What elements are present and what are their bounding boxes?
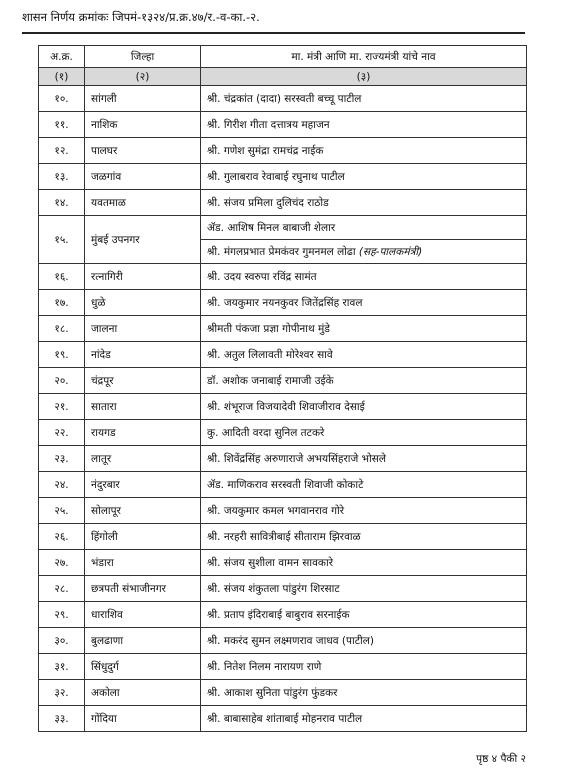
table-row [39,216,527,240]
minister-name-cell [201,654,527,680]
serial-number: १३. [39,164,85,190]
table-row [39,86,527,112]
header-minister-name: मा. मंत्री आणि मा. राज्यमंत्री यांचे नाव [201,46,527,68]
serial-number: २१. [39,394,85,420]
serial-number: २८. [39,576,85,602]
district-name: बुलढाणा [85,628,201,654]
minister-name: श्री. संजय प्रमिला दुलिचंद राठोड [207,196,329,209]
minister-name: श्री. शिवेंद्रसिंह अरुणाराजे अभयसिंहराजे भोसले [207,452,386,465]
serial-number: १९. [39,342,85,368]
minister-name-cell [201,368,527,394]
serial-number: २९. [39,602,85,628]
table-row [39,550,527,576]
header-serial: अ.क्र. [39,46,85,68]
minister-name: श्री. जयकुमार कमल भगवानराव गोरे [207,504,344,517]
district-name: नंदुरबार [85,472,201,498]
minister-name: श्री. प्रताप इंदिराबाई बाबुराव सरनाईक [207,608,350,621]
minister-name-cell [201,290,527,316]
minister-name: श्रीमती पंकजा प्रज्ञा गोपीनाथ मुंडे [207,322,330,335]
district-name: पालघर [85,138,201,164]
minister-name: श्री. गणेश सुमंद्रा रामचंद्र नाईक [207,144,324,157]
serial-number: २४. [39,472,85,498]
table-row [39,524,527,550]
minister-name: श्री. मकरंद सुमन लक्ष्मणराव जाधव (पाटील) [207,634,374,647]
district-name: चंद्रपूर [85,368,201,394]
serial-number: २०. [39,368,85,394]
column-number-row [39,68,527,86]
district-name: रायगड [85,420,201,446]
minister-name: श्री. गुलाबराव रेवाबाई रघुनाथ पाटील [207,170,345,183]
district-name: सोलापूर [85,498,201,524]
serial-number: २७. [39,550,85,576]
minister-name-cell [201,316,527,342]
minister-name-cell [201,524,527,550]
serial-number: ३३. [39,706,85,732]
minister-name: ॲड. आशिष मिनल बाबाजी शेलार [207,221,336,234]
minister-name-cell [201,550,527,576]
minister-name-cell [201,264,527,290]
district-name: रत्नागिरी [85,264,201,290]
table-row [39,316,527,342]
minister-name-cell [201,138,527,164]
minister-name: श्री. शंभूराज विजयादेवी शिवाजीराव देसाई [207,400,365,413]
minister-name: श्री. बाबासाहेब शांताबाई मोहनराव पाटील [207,712,363,725]
document-header: शासन निर्णय क्रमांकः जिपमं-१३२४/प्र.क्र.४७/र.-व-का.-२. [22,10,260,24]
minister-name-cell [201,602,527,628]
serial-number: २३. [39,446,85,472]
serial-number: १५. [39,216,85,264]
minister-name: श्री. गिरीश गीता दत्तात्रय महाजन [207,118,330,131]
district-name: जालना [85,316,201,342]
serial-number: ११. [39,112,85,138]
table-row [39,164,527,190]
minister-name: ॲड. माणिकराव सरस्वती शिवाजी कोकाटे [207,478,364,491]
table-row [39,628,527,654]
table-row [39,602,527,628]
serial-number: १०. [39,86,85,112]
serial-number: १७. [39,290,85,316]
minister-name: श्री. संजय सुशीला वामन सावकारे [207,556,334,569]
minister-name-cell [201,342,527,368]
serial-number: १८. [39,316,85,342]
minister-name-cell [201,472,527,498]
minister-name: श्री. नरहरी सावित्रीबाई सीताराम झिरवाळ [207,530,361,543]
minister-name-cell [201,420,527,446]
table-row [39,368,527,394]
table-row [39,112,527,138]
table-row [39,706,527,732]
minister-name: डॉ. अशोक जनाबाई रामाजी उईके [207,374,334,387]
table-row [39,654,527,680]
column-number: (२) [85,68,201,86]
district-name: अकोला [85,680,201,706]
district-name: छत्रपती संभाजीनगर [85,576,201,602]
minister-name-cell [201,706,527,732]
table-row [39,264,527,290]
minister-name: श्री. आकाश सुनिता पांडुरंग फुंडकर [207,686,338,699]
minister-name-cell [201,216,527,240]
guardian-minister-table [38,45,527,732]
table-row [39,472,527,498]
minister-name-cell [201,86,527,112]
district-name: गोंदिया [85,706,201,732]
district-name: सांगली [85,86,201,112]
minister-name-cell [201,498,527,524]
serial-number: ३२. [39,680,85,706]
minister-name-cell [201,576,527,602]
district-name: मुंबई उपनगर [85,216,201,264]
minister-name: कु. आदिती वरदा सुनिल तटकरे [207,426,325,439]
minister-name-cell [201,394,527,420]
serial-number: २५. [39,498,85,524]
serial-number: २२. [39,420,85,446]
serial-number: २६. [39,524,85,550]
table-header-row [39,46,527,68]
minister-name-cell [201,112,527,138]
district-name: धाराशिव [85,602,201,628]
minister-name-cell [201,240,527,264]
district-name: सातारा [85,394,201,420]
minister-name-cell [201,190,527,216]
header-district: जिल्हा [85,46,201,68]
table-row [39,576,527,602]
table-row [39,138,527,164]
header-rule [22,32,525,34]
district-name: जळगांव [85,164,201,190]
serial-number: ३०. [39,628,85,654]
serial-number: १६. [39,264,85,290]
co-guardian-note: (सह-पालकमंत्री) [358,245,423,258]
district-name: धुळे [85,290,201,316]
district-name: लातूर [85,446,201,472]
table-row [39,342,527,368]
district-name: सिंधुदुर्ग [85,654,201,680]
district-name: नांदेड [85,342,201,368]
minister-name: श्री. चंद्रकांत (दादा) सरस्वती बच्चू पाटील [207,92,362,105]
minister-name: श्री. अतुल लिलावती मोरेश्वर सावे [207,348,333,361]
page-number: पृष्ठ ४ पैकी २ [476,753,526,765]
table-body [39,86,527,732]
minister-name-cell [201,680,527,706]
serial-number: ३१. [39,654,85,680]
minister-name: श्री. संजय शंकुतला पांडुरंग शिरसाट [207,582,340,595]
table-row [39,680,527,706]
table-row [39,190,527,216]
table-row [39,394,527,420]
district-name: यवतमाळ [85,190,201,216]
column-number: (१) [39,68,85,86]
district-name: भंडारा [85,550,201,576]
table-row [39,498,527,524]
table-row [39,290,527,316]
table-row [39,446,527,472]
minister-name: श्री. नितेश निलम नारायण राणे [207,660,322,673]
minister-name-cell [201,164,527,190]
minister-name: श्री. मंगलप्रभात प्रेमकंवर गुमनमल लोढा [207,245,356,258]
minister-name-cell [201,446,527,472]
minister-name-cell [201,628,527,654]
minister-name: श्री. जयकुमार नयनकुवर जितेंद्रसिंह रावल [207,296,363,309]
column-number: (३) [201,68,527,86]
table-row [39,420,527,446]
serial-number: १२. [39,138,85,164]
district-name: नाशिक [85,112,201,138]
serial-number: १४. [39,190,85,216]
district-name: हिंगोली [85,524,201,550]
minister-name: श्री. उदय स्वरुपा रविंद्र सामंत [207,270,317,283]
